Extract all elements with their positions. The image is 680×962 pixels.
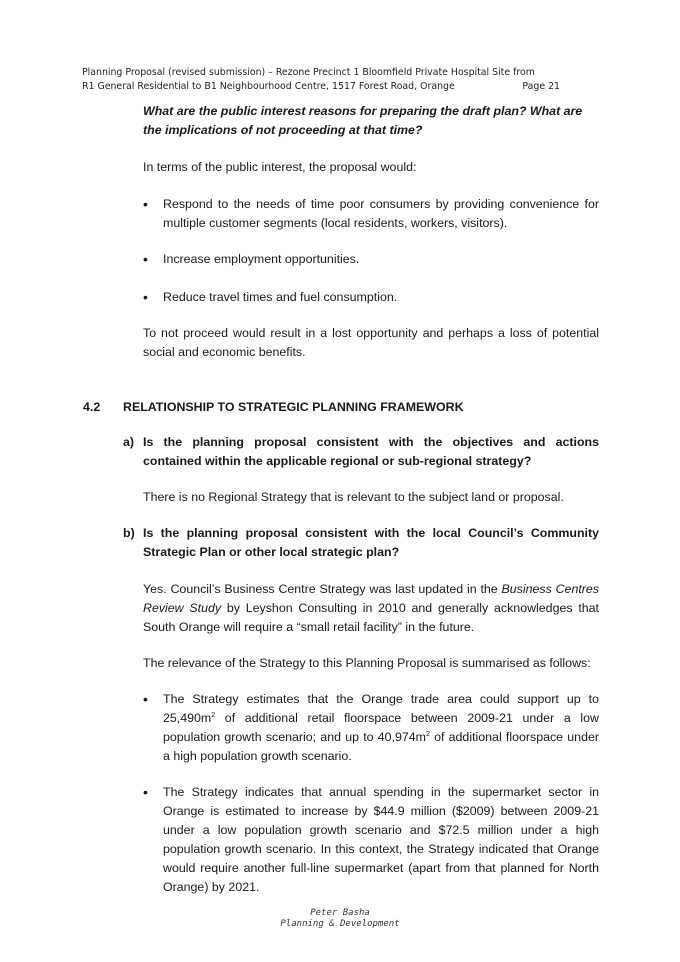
- footer-company: Planning & Development: [280, 919, 400, 929]
- bullet-marker: •: [143, 196, 148, 212]
- public-interest-bullet: Respond to the needs of time poor consumers by providing convenience for multiple customer segments (local residents, workers, visitors).: [163, 197, 599, 230]
- page-header: [82, 66, 560, 93]
- answer-text: by Leyshon Consulting in 2010 and generally acknowledges that South Orange will require a “small retail facility” in the future.: [143, 601, 599, 634]
- not-proceed-text: To not proceed would result in a lost opportunity and perhaps a loss of potential social and economic benefits.: [143, 326, 599, 359]
- section-title: RELATIONSHIP TO STRATEGIC PLANNING FRAMEWORK: [123, 400, 464, 414]
- bullet-marker: •: [143, 289, 148, 305]
- public-interest-question: What are the public interest reasons for preparing the draft plan? What are the implications of not proceeding at that time?: [143, 104, 583, 137]
- answer-text: Yes. Council’s Business Centre Strategy was last updated in the: [143, 582, 502, 596]
- header-line-1: Planning Proposal (revised submission) – Rezone Precinct 1 Bloomfield Private Hospital Site from: [82, 67, 535, 78]
- bullet-marker: •: [143, 784, 148, 800]
- page-footer: [0, 908, 680, 930]
- section-number: 4.2: [83, 400, 101, 414]
- subsection-a-answer: There is no Regional Strategy that is relevant to the subject land or proposal.: [143, 490, 564, 504]
- bullet-text: of additional floorspace under a high population growth scenario.: [163, 730, 599, 763]
- subsection-a-letter: a): [123, 435, 135, 449]
- bullet-marker: •: [143, 691, 148, 707]
- header-line-2: R1 General Residential to B1 Neighbourhood Centre, 1517 Forest Road, Orange: [82, 80, 455, 92]
- superscript: 2: [425, 730, 430, 738]
- page-number: Page 21: [522, 80, 560, 92]
- strategy-bullet: [163, 690, 599, 766]
- subsection-b-question: Is the planning proposal consistent with the local Council’s Community Strategic Plan or other local strategic plan?: [143, 526, 599, 559]
- study-title: Business Centres Review Study: [143, 582, 599, 615]
- subsection-b-letter: b): [123, 526, 135, 540]
- public-interest-intro: In terms of the public interest, the proposal would:: [143, 160, 417, 174]
- superscript: 2: [211, 711, 216, 719]
- bullet-marker: •: [143, 251, 148, 267]
- bullet-text: of additional retail floorspace between 2009-21 under a low population growth scenario; and up to 40,974m: [163, 711, 599, 744]
- public-interest-bullet: Increase employment opportunities.: [163, 252, 360, 266]
- strategy-bullet: The Strategy indicates that annual spending in the supermarket sector in Orange is estimated to increase by $44.9 million ($2009) between 2009-21 under a low population growth scenario and $72.5 million under a high population growth scenario. In this context, the Strategy indicated that Orange would require another full-line supermarket (apart from that planned for North Orange) by 2021.: [163, 785, 599, 894]
- subsection-b-answer: [143, 580, 599, 637]
- footer-author: Peter Basha: [310, 908, 370, 918]
- public-interest-bullet: Reduce travel times and fuel consumption.: [163, 290, 398, 304]
- bullet-text: The Strategy estimates that the Orange trade area could support up to 25,490m: [163, 692, 599, 725]
- subsection-a-question: Is the planning proposal consistent with the objectives and actions contained within the applicable regional or sub-regional strategy?: [143, 435, 599, 468]
- relevance-intro: The relevance of the Strategy to this Planning Proposal is summarised as follows:: [143, 656, 591, 670]
